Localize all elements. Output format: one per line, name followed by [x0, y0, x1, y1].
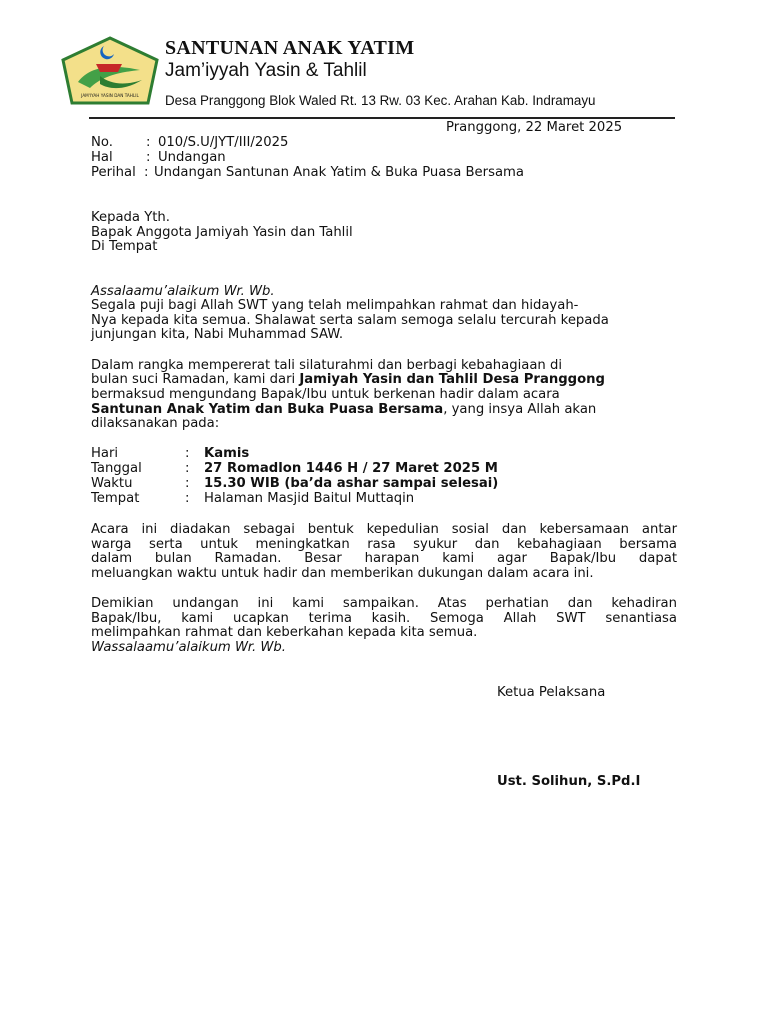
paragraph-line: Demikian undangan ini kami sampaikan. Atas perhatian dan kehadiran [91, 596, 677, 611]
meta-label: Perihal [91, 165, 136, 180]
meta-sep: : [146, 135, 151, 150]
schedule-label: Tanggal [91, 461, 142, 476]
schedule-day-value: Kamis [204, 446, 250, 461]
paragraph-line [91, 373, 605, 388]
meta-label: Hal [91, 150, 113, 165]
meta-label: No. [91, 135, 113, 150]
paragraph-line: melimpahkan rahmat dan keberkahan kepada kita semua. [91, 625, 478, 640]
paragraph-line: Dalam rangka mempererat tali silaturahmi dan berbagi kebahagiaan di [91, 358, 563, 373]
meta-perihal-value: Undangan Santunan Anak Yatim & Buka Puasa Bersama [154, 165, 524, 180]
header-org-name: Jam’iyyah Yasin & Tahlil [165, 60, 367, 81]
paragraph-line: Segala puji bagi Allah SWT yang telah melimpahkan rahmat dan hidayah- [91, 298, 579, 313]
header-address: Desa Pranggong Blok Waled Rt. 13 Rw. 03 Kec. Arahan Kab. Indramayu [165, 93, 596, 108]
paragraph-line: dalam bulan Ramadan. Besar harapan kami agar Bapak/Ibu dapat [91, 551, 677, 566]
greeting: Assalaamu’alaikum Wr. Wb. [91, 284, 275, 299]
paragraph-line: bermaksud mengundang Bapak/Ibu untuk berkenan hadir dalam acara [91, 387, 560, 402]
text-run: , yang insya Allah akan [443, 402, 597, 417]
organization-logo [60, 36, 160, 108]
paragraph-line: warga serta untuk meningkatkan rasa syukur dan kebahagiaan bersama [91, 537, 677, 552]
schedule-time-value: 15.30 WIB (ba’da ashar sampai selesai) [204, 476, 499, 491]
paragraph-line: dilaksanakan pada: [91, 416, 220, 431]
signature-role: Ketua Pelaksana [497, 685, 606, 700]
event-name: Santunan Anak Yatim dan Buka Puasa Bersama [91, 402, 444, 417]
recipient-line: Kepada Yth. [91, 210, 170, 225]
logo-caption: JAM'IYAH YASIN DAN TAHLIL [81, 93, 139, 98]
schedule-place-value: Halaman Masjid Baitul Muttaqin [204, 491, 415, 506]
schedule-date-value: 27 Romadlon 1446 H / 27 Maret 2025 M [204, 461, 498, 476]
schedule-sep: : [185, 491, 190, 506]
closing-salutation: Wassalaamu’alaikum Wr. Wb. [91, 640, 286, 655]
text-run: bulan suci Ramadan, kami dari [91, 372, 300, 387]
meta-hal-value: Undangan [158, 150, 226, 165]
meta-sep: : [144, 165, 149, 180]
recipient-line: Bapak Anggota Jamiyah Yasin dan Tahlil [91, 225, 353, 240]
schedule-sep: : [185, 446, 190, 461]
meta-sep: : [146, 150, 151, 165]
paragraph-line: Nya kepada kita semua. Shalawat serta salam semoga selalu tercurah kepada [91, 313, 609, 328]
paragraph-line: Acara ini diadakan sebagai bentuk kepedulian sosial dan kebersamaan antar [91, 522, 677, 537]
signature-name: Ust. Solihun, S.Pd.I [497, 774, 641, 789]
paragraph-line: junjungan kita, Nabi Muhammad SAW. [91, 327, 344, 342]
schedule-label: Hari [91, 446, 119, 461]
place-date: Pranggong, 22 Maret 2025 [446, 120, 623, 135]
organizer-name: Jamiyah Yasin dan Tahlil Desa Pranggong [299, 372, 605, 387]
paragraph-line: meluangkan waktu untuk hadir dan memberikan dukungan dalam acara ini. [91, 566, 594, 581]
paragraph-line: Bapak/Ibu, kami ucapkan terima kasih. Semoga Allah SWT senantiasa [91, 611, 677, 626]
header-title: SANTUNAN ANAK YATIM [165, 37, 415, 59]
schedule-label: Waktu [91, 476, 133, 491]
recipient-line: Di Tempat [91, 239, 158, 254]
meta-number-value: 010/S.U/JYT/III/2025 [158, 135, 289, 150]
schedule-sep: : [185, 476, 190, 491]
header-divider [89, 117, 675, 119]
schedule-label: Tempat [91, 491, 140, 506]
schedule-sep: : [185, 461, 190, 476]
